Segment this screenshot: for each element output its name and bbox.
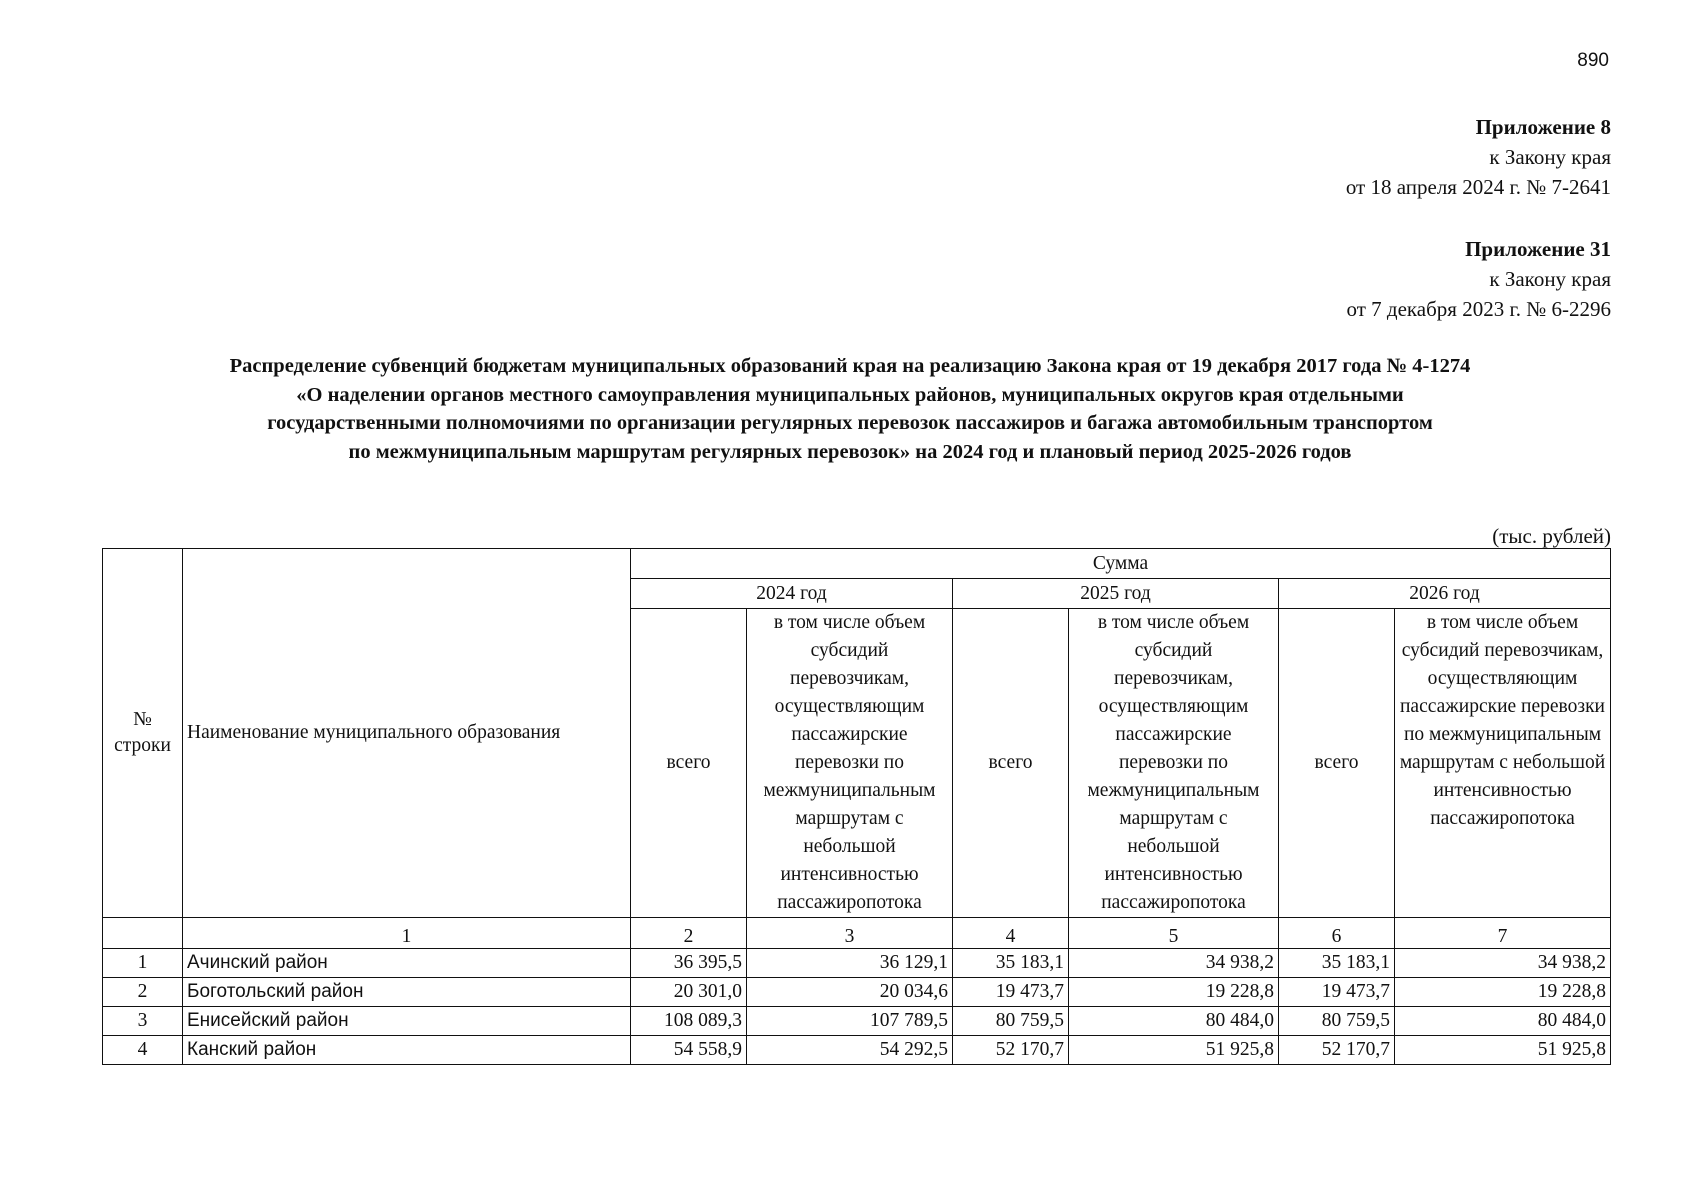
header-total-2026: всего (1279, 609, 1395, 918)
row-number: 4 (103, 1036, 183, 1065)
units-label: (тыс. рублей) (1492, 524, 1611, 548)
column-index: 2 (631, 918, 747, 949)
value-cell: 19 473,7 (1279, 978, 1395, 1007)
value-cell: 34 938,2 (1069, 949, 1279, 978)
table-row (103, 1007, 1611, 1036)
header-year-2026: 2026 год (1279, 579, 1611, 609)
title-line: Распределение субвенций бюджетам муниципальных образований края на реализацию Закона края от 19 декабря 2017 года № 4-1274 (229, 355, 1471, 377)
row-number: 3 (103, 1007, 183, 1036)
value-cell: 80 484,0 (1395, 1007, 1611, 1036)
header-subsidy-2024: в том числе объем субсидий перевозчикам, осуществляющим пассажирские перевозки по межмуниципальным маршрутам с небольшой интенсивностью пассажиропотока (747, 609, 953, 918)
value-cell: 20 034,6 (747, 978, 953, 1007)
header-subsidy-2025: в том числе объем субсидий перевозчикам, осуществляющим пассажирские перевозки по межмуниципальным маршрутам с небольшой интенсивностью пассажиропотока (1069, 609, 1279, 918)
table-row (103, 978, 1611, 1007)
title-line: по межмуниципальным маршрутам регулярных перевозок» на 2024 год и плановый период 2025-2026 годов (348, 440, 1352, 463)
value-cell: 35 183,1 (1279, 949, 1395, 978)
appendix-8-title: Приложение 8 (1475, 115, 1611, 139)
header-total-2024: всего (631, 609, 747, 918)
value-cell: 35 183,1 (953, 949, 1069, 978)
column-index-empty (103, 918, 183, 949)
table-row (103, 949, 1611, 978)
subvention-table (102, 548, 1611, 1065)
column-index: 7 (1395, 918, 1611, 949)
column-index: 3 (747, 918, 953, 949)
column-index: 5 (1069, 918, 1279, 949)
municipality-name: Канский район (183, 1036, 631, 1065)
value-cell: 19 228,8 (1395, 978, 1611, 1007)
header-sum: Сумма (631, 549, 1611, 579)
value-cell: 20 301,0 (631, 978, 747, 1007)
column-index: 1 (183, 918, 631, 949)
header-subsidy-2026: в том числе объем субсидий перевозчикам, осуществляющим пассажирские перевозки по межмуниципальным маршрутам с небольшой интенсивностью пассажиропотока (1395, 609, 1611, 918)
value-cell: 108 089,3 (631, 1007, 747, 1036)
header-year-2024: 2024 год (631, 579, 953, 609)
value-cell: 36 395,5 (631, 949, 747, 978)
title-line: «О наделении органов местного самоуправления муниципальных районов, муниципальных округов края отдельными (296, 383, 1404, 406)
column-index: 6 (1279, 918, 1395, 949)
value-cell: 80 759,5 (1279, 1007, 1395, 1036)
value-cell: 19 473,7 (953, 978, 1069, 1007)
header-row-number: № строки (103, 549, 183, 918)
header-year-2025: 2025 год (953, 579, 1279, 609)
municipality-name: Енисейский район (183, 1007, 631, 1036)
value-cell: 36 129,1 (747, 949, 953, 978)
appendix-8-line1: к Закону края (1489, 145, 1611, 169)
value-cell: 107 789,5 (747, 1007, 953, 1036)
row-number: 1 (103, 949, 183, 978)
value-cell: 54 558,9 (631, 1036, 747, 1065)
appendix-8-block (1346, 112, 1611, 202)
page-number: 890 (1577, 50, 1609, 71)
appendix-31-title: Приложение 31 (1465, 237, 1611, 261)
value-cell: 51 925,8 (1395, 1036, 1611, 1065)
value-cell: 19 228,8 (1069, 978, 1279, 1007)
value-cell: 51 925,8 (1069, 1036, 1279, 1065)
appendix-31-line2: от 7 декабря 2023 г. № 6-2296 (1346, 297, 1611, 321)
value-cell: 54 292,5 (747, 1036, 953, 1065)
row-number: 2 (103, 978, 183, 1007)
document-title (110, 352, 1590, 466)
value-cell: 80 759,5 (953, 1007, 1069, 1036)
header-total-2025: всего (953, 609, 1069, 918)
title-line: государственными полномочиями по организации регулярных перевозок пассажиров и багажа автомобильным транспортом (267, 412, 1433, 434)
municipality-name: Ачинский район (183, 949, 631, 978)
header-municipality-name: Наименование муниципального образования (183, 549, 631, 918)
value-cell: 80 484,0 (1069, 1007, 1279, 1036)
value-cell: 52 170,7 (953, 1036, 1069, 1065)
municipality-name: Боготольский район (183, 978, 631, 1007)
value-cell: 34 938,2 (1395, 949, 1611, 978)
appendix-31-block (1347, 234, 1611, 324)
value-cell: 52 170,7 (1279, 1036, 1395, 1065)
column-index: 4 (953, 918, 1069, 949)
column-index-row (103, 918, 1611, 949)
table-row (103, 1036, 1611, 1065)
appendix-8-line2: от 18 апреля 2024 г. № 7-2641 (1345, 175, 1611, 199)
appendix-31-line1: к Закону края (1489, 267, 1611, 291)
